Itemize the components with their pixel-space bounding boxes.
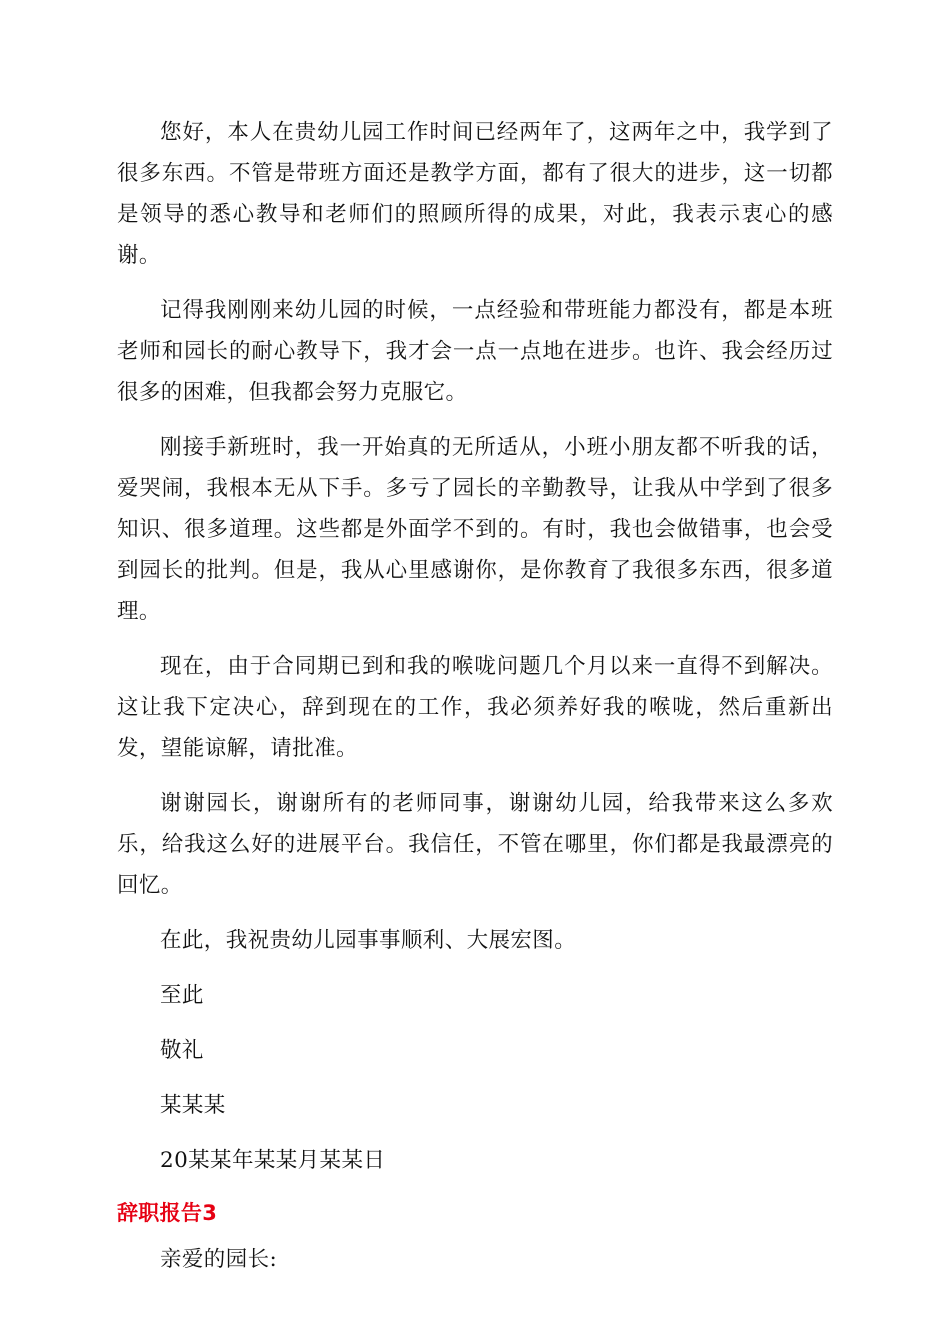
closing-line: 至此 xyxy=(160,983,204,1008)
paragraph-new-class: 刚接手新班时，我一开始真的无所适从，小班小朋友都不听我的话，爱哭闹，我根本无从下手。多亏了园长的辛勤教导，让我从中学到了很多知识、很多道理。这些都是外面学不到的。有时，我也会做错事，也会受到园长的批判。但是，我从心里感谢你，是你教育了我很多东西，很多道理。 xyxy=(117,435,833,624)
document-body xyxy=(117,112,833,1294)
salutation-line: 敬礼 xyxy=(160,1038,204,1063)
section-heading: 辞职报告3 xyxy=(117,1201,218,1225)
signature-line: 某某某 xyxy=(160,1093,226,1118)
date-line: 20某某年某某月某某日 xyxy=(160,1148,386,1173)
paragraph-wishes: 在此，我祝贵幼儿园事事顺利、大展宏图。 xyxy=(160,928,577,953)
greeting-line: 亲爱的园长: xyxy=(160,1247,278,1272)
paragraph-memory: 记得我刚刚来幼儿园的时候，一点经验和带班能力都没有，都是本班老师和园长的耐心教导下，我才会一点一点地在进步。也许、我会经历过很多的困难，但我都会努力克服它。 xyxy=(117,298,833,405)
paragraph-thanks: 谢谢园长，谢谢所有的老师同事，谢谢幼儿园，给我带来这么多欢乐，给我这么好的进展平台。我信任，不管在哪里，你们都是我最漂亮的回忆。 xyxy=(117,791,833,898)
paragraph-reason: 现在，由于合同期已到和我的喉咙问题几个月以来一直得不到解决。这让我下定决心，辞到现在的工作，我必须养好我的喉咙，然后重新出发，望能谅解，请批准。 xyxy=(117,654,833,761)
paragraph-gratitude: 您好，本人在贵幼儿园工作时间已经两年了，这两年之中，我学到了很多东西。不管是带班方面还是教学方面，都有了很大的进步，这一切都是领导的悉心教导和老师们的照顾所得的成果，对此，我表示衷心的感谢。 xyxy=(117,120,833,268)
